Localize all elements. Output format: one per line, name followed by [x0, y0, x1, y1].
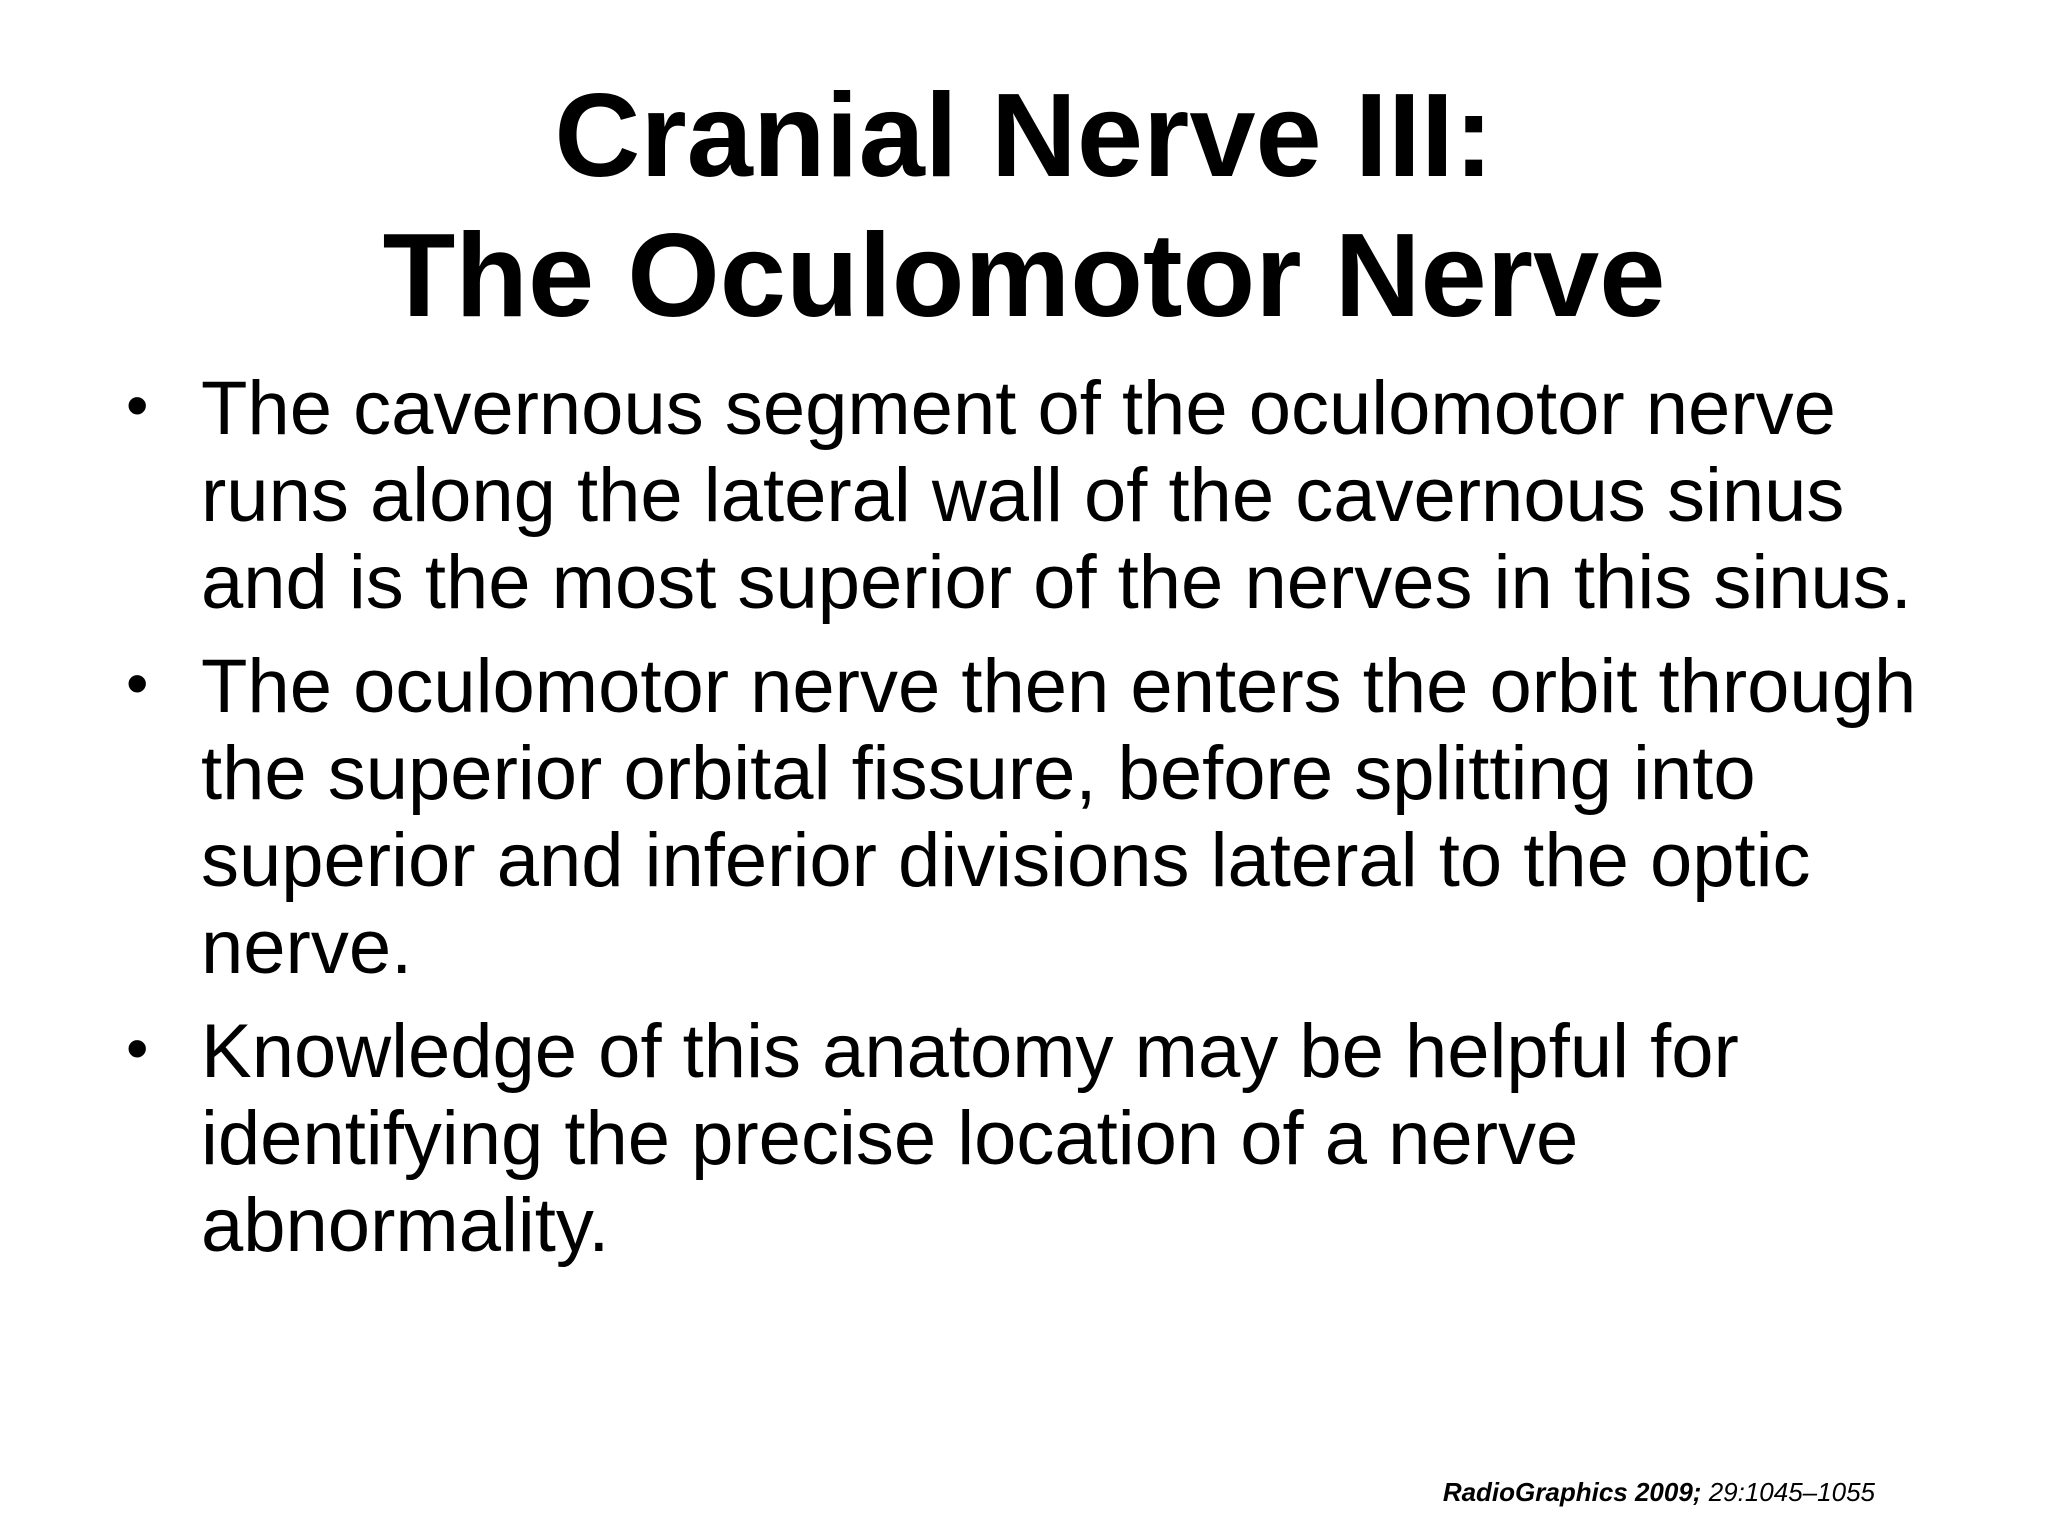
bullet-text: The oculomotor nerve then enters the orbit through the superior orbital fissure, before splitting into superior and inferior divisions lateral to the optic nerve. [201, 644, 1917, 990]
bullet-item [120, 1008, 1980, 1269]
bullet-list [120, 365, 1980, 1286]
citation-pages: 29:1045–1055 [1708, 1477, 1875, 1507]
slide-title-line-1: Cranial Nerve III: [554, 69, 1494, 202]
slide-title-line-2: The Oculomotor Nerve [382, 209, 1666, 342]
bullet-item [120, 643, 1980, 991]
citation-journal: RadioGraphics 2009; [1442, 1477, 1702, 1507]
citation [1443, 1476, 1875, 1508]
slide-title [0, 66, 2048, 346]
bullet-text: The cavernous segment of the oculomotor nerve runs along the lateral wall of the cavernous sinus and is the most superior of the nerves in this sinus. [201, 366, 1912, 625]
bullet-text: Knowledge of this anatomy may be helpful for identifying the precise location of a nerve abnormality. [201, 1009, 1739, 1268]
bullet-marker: • [126, 1012, 149, 1084]
bullet-marker: • [126, 369, 149, 441]
bullet-item [120, 365, 1980, 626]
bullet-marker: • [126, 647, 149, 719]
